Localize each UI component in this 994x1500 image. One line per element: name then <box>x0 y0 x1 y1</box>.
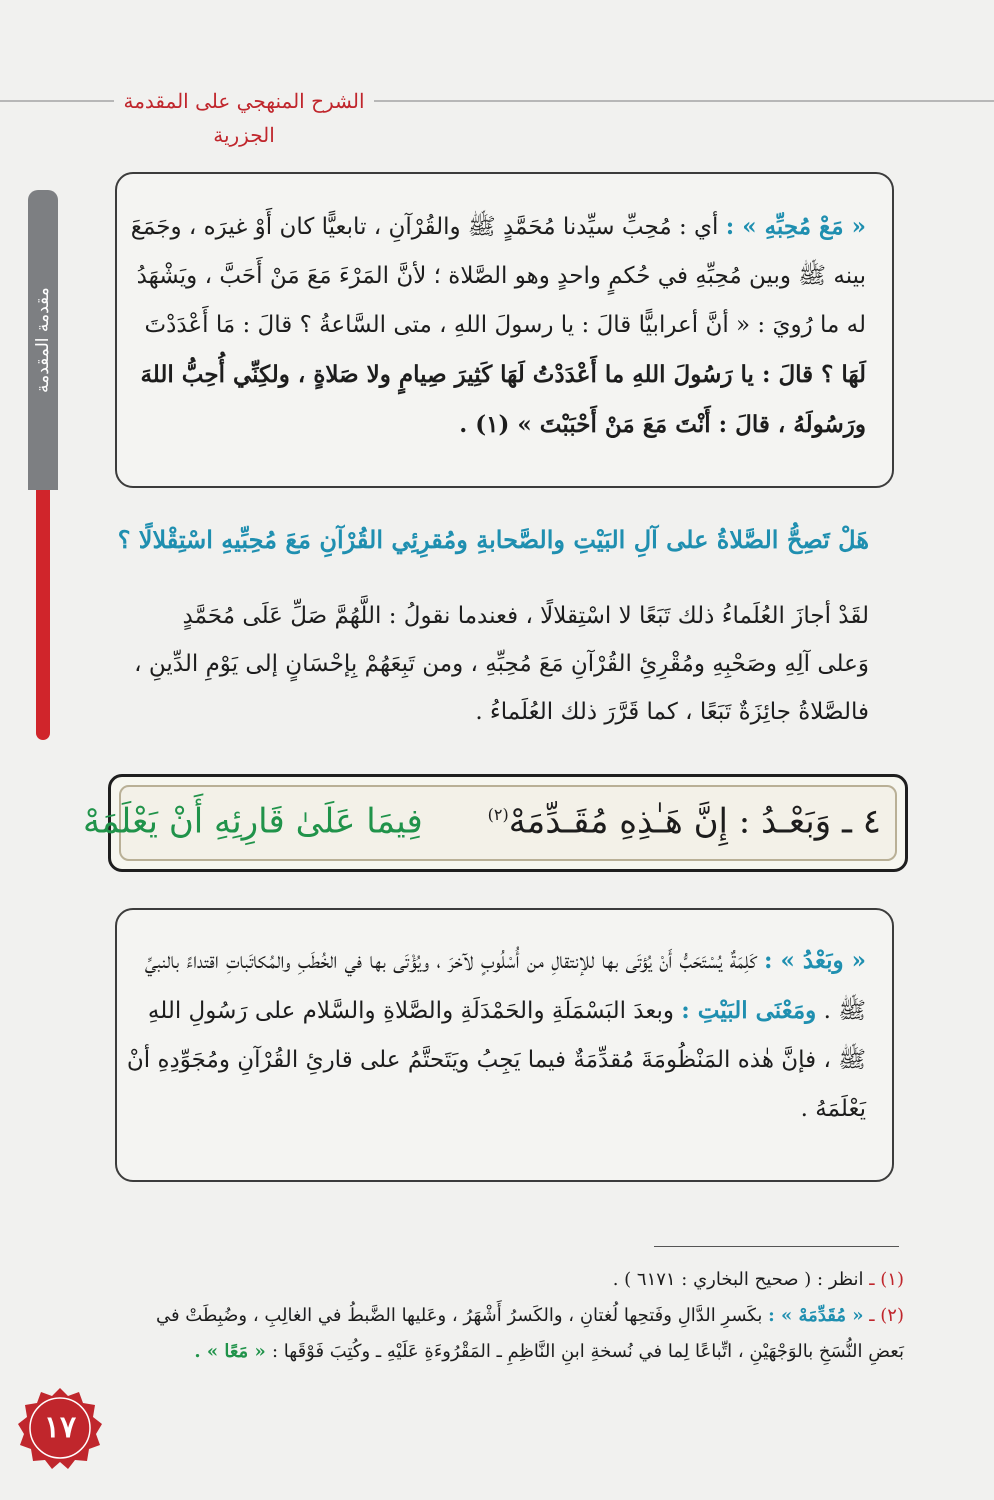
footnote-text: بكَسرِ الدَّالِ وفَتحِها لُغتانِ ، والكَسرُ أَشْهَرُ ، وعَليها الضَّبطُ في الغالِبِ ، وضُبِطَتْ في <box>155 1305 769 1326</box>
running-header-title: الشرح المنهجي على المقدمة الجزرية <box>114 84 374 118</box>
term-label: « مَعْ مُحِبِّهِ » : <box>725 213 866 240</box>
footnote-term: « مُقَدِّمَهْ » : <box>768 1305 864 1326</box>
answer-line: وَعلى آلِهِ وصَحْبِهِ ومُقْرِئِ القُرْآنِ مَعَ مُحِبِّهِ ، ومن تَبِعَهُمْ بِإحْسَانٍ إلى يَوْمِ الدِّينِ ، <box>134 651 869 677</box>
line-text: وجَمَعَ بينه ﷺ وبين مُحِبِّهِ في حُكمٍ واحدٍ وهو الصَّلاة ؛ لأنَّ المَرْءَ مَعَ مَنْ أَحَبَّ ، <box>130 214 866 289</box>
footnote-text: انظر : ( صحيح البخاري : ٦١٧١ ) . <box>612 1269 864 1290</box>
line-text: ورَسُولَهُ ، قالَ : أَنْتَ مَعَ مَنْ أَحْبَبْتَ » (١) . <box>459 411 866 438</box>
footnote-number: (١) ـ <box>869 1269 904 1290</box>
page-number: ١٧ <box>43 1410 77 1445</box>
answer-line: فالصَّلاةُ جائِزَةٌ تَبَعًا ، كما قَرَّرَ ذلك العُلَماءُ . <box>475 699 869 725</box>
footnote-tail: « مَعًا » . <box>194 1341 272 1362</box>
line-text: فإنَّ هٰذه المَنْظُومَةَ مُقدِّمَةٌ فيما يَجِبُ ويَتَحتَّمُ على قارئِ القُرْآنِ ومُجَوِّدِهِ أنْ يَعْلَمَهُ . <box>126 1047 866 1122</box>
verse-second-hemistich: فِيمَا عَلَىٰ قَارِئِهِ أَنْ يَعْلَمَهْ <box>83 801 423 842</box>
term-label: ومَعْنَى البَيْتِ : <box>681 997 817 1024</box>
box2-line <box>345 948 866 974</box>
verse-text <box>83 791 881 845</box>
line-text: لَهَا ؟ قالَ : يا رَسُولَ اللهِ ما أَعْدَدْتُ لَهَا كَثِيرَ صِيامٍ ولا صَلاةٍ ، ولكِنِّي أُحِبُّ اللهَ <box>140 361 866 388</box>
section-side-tab <box>28 190 58 490</box>
box1-line <box>189 214 866 240</box>
box1-line <box>140 361 866 388</box>
term-label: « وبَعْدُ » : <box>764 947 866 974</box>
commentary-box-2-text <box>116 936 866 1134</box>
footnote-marker: (٢) <box>487 805 509 824</box>
question-heading: هَلْ تَصِحُّ الصَّلاةُ على آلِ البَيْتِ والصَّحابةِ ومُقرِئِي القُرْآنِ مَعَ مُحِبِّيهِ اسْتِقْلالًا ؟ <box>117 525 869 554</box>
line-text: أي : مُحِبِّ سيِّدنا مُحَمَّدٍ ﷺ والقُرْآنِ ، تابعيًّا كان أَوْ غيرَه ، <box>188 214 726 240</box>
footnote <box>104 1262 904 1298</box>
footnote-continuation <box>104 1334 904 1370</box>
footnote-separator <box>654 1246 899 1247</box>
line-text: الخُطَبِ والمُكاتَباتِ اقتداءً بالنبيِّ ﷺ . <box>144 948 866 1024</box>
box1-line <box>459 411 866 438</box>
box2-line <box>127 1047 866 1122</box>
verse-first-hemistich: ٤ ـ وَبَعْـدُ : إِنَّ هَـٰذِهِ مُقَـدِّمَهْ <box>508 801 881 842</box>
line-text: وبعدَ البَسْمَلَةِ والحَمْدَلَةِ والصَّلاةِ والسَّلام على رَسُولِ اللهِ ﷺ ، <box>147 998 866 1073</box>
line-text: ويَشْهَدُ له ما رُويَ : « أنَّ أعرابيًّا قالَ : يا رسولَ اللهِ ، متى السَّاعةُ ؟ قالَ : مَا أَعْدَدْتَ <box>136 263 866 338</box>
page-number-badge <box>18 1386 102 1470</box>
side-tab-red-bar <box>36 490 50 740</box>
answer-paragraph <box>109 592 869 736</box>
footnote-text: بَعضِ النُّسَخِ بالوَجْهَيْنِ ، اتِّباعًا لِما في نُسخةِ ابنِ النَّاظِمِ ـ المَقْرُوءَةِ عَلَيْهِ ـ وكُتِبَ فَوْقَها : <box>272 1341 904 1362</box>
footnotes <box>104 1262 904 1370</box>
footnote <box>104 1298 904 1334</box>
side-tab-label: مقدمة المقدمة <box>33 287 53 393</box>
answer-line: لقَدْ أجازَ العُلَماءُ ذلك تَبَعًا لا اسْتِقلالًا ، فعندما نقولُ : اللَّهُمَّ صَلِّ عَلَى مُحَمَّدٍ <box>182 603 869 629</box>
commentary-box-1-text <box>116 202 866 450</box>
line-text: كَلِمَةٌ يُسْتَحَبُّ أَنْ يُؤتَى بها للإنتقالِ من أُسْلُوبٍ لآخرَ ، ويُؤْتَى بها في <box>344 948 765 974</box>
verse-banner <box>83 774 908 872</box>
footnote-number: (٢) ـ <box>869 1305 904 1326</box>
